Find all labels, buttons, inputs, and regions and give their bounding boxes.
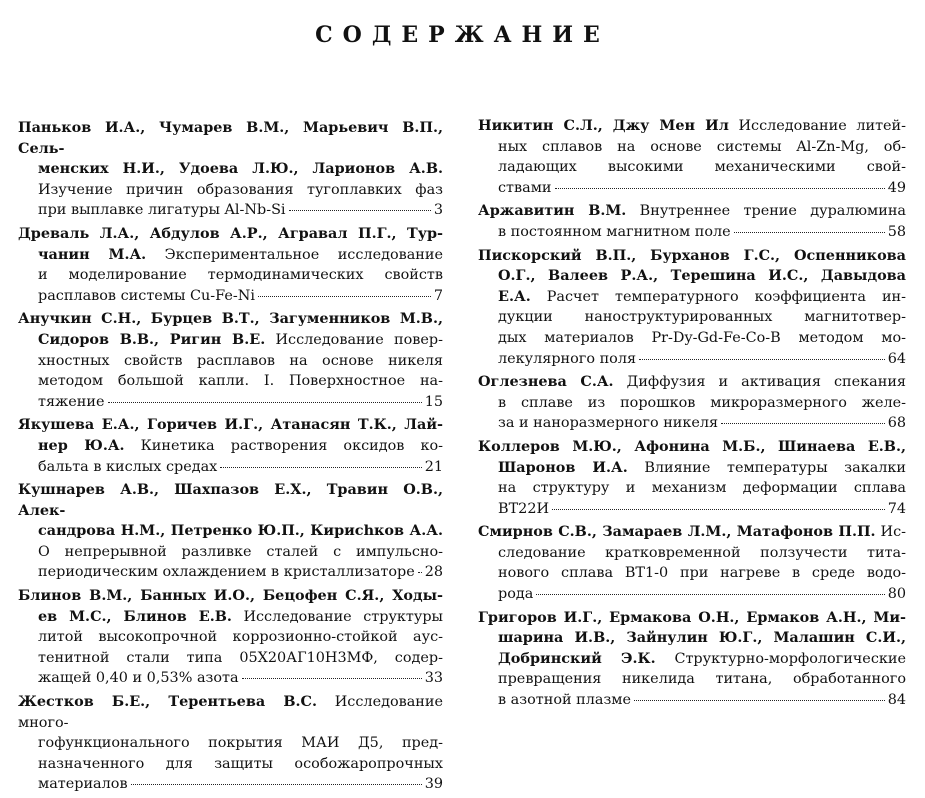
toc-line	[18, 351, 443, 372]
toc-page-number: 7	[433, 287, 443, 304]
toc-authors: ев М.С., Блинов Е.В.	[38, 607, 232, 625]
toc-line	[18, 245, 443, 266]
toc-title-text: следование кратковременной ползучести тита-	[498, 544, 906, 561]
toc-line	[18, 648, 443, 669]
toc-line	[18, 415, 443, 436]
toc-line-text	[38, 457, 217, 478]
toc-column-left	[18, 118, 443, 798]
toc-line	[18, 521, 443, 542]
toc-line-text	[498, 690, 631, 711]
toc-title-text: лекулярного поля	[498, 350, 637, 367]
toc-line	[478, 690, 906, 711]
toc-line	[478, 413, 906, 434]
toc-line	[478, 349, 906, 370]
toc-title-text: на структуру и механизм деформации сплава	[498, 480, 906, 497]
toc-title-text: Структурно-морфологические	[655, 650, 906, 667]
dot-leader	[555, 188, 885, 189]
toc-line-text	[498, 349, 636, 370]
toc-authors: нер Ю.А.	[38, 436, 125, 454]
toc-entry	[18, 118, 443, 221]
page-title: СОДЕРЖАНИЕ	[315, 22, 610, 48]
toc-line	[18, 286, 443, 307]
toc-title-text: и моделирование термодинамических свойств	[38, 267, 443, 284]
toc-title-text: О непрерывной разливке сталей с импульсно-	[38, 543, 443, 560]
toc-line-text	[38, 774, 128, 795]
toc-line	[478, 201, 906, 222]
toc-authors: сандрова Н.М., Петренко Ю.П., Кириchков А.А.	[38, 522, 443, 540]
dot-leader	[418, 572, 422, 573]
toc-line	[18, 668, 443, 689]
toc-entry	[478, 246, 906, 370]
toc-title-text: рода	[498, 586, 534, 603]
toc-authors: Никитин С.Л., Джу Мен Ил	[478, 117, 729, 134]
toc-authors: Аржавитин В.М.	[478, 202, 627, 220]
toc-authors: О.Г., Валеев Р.А., Терешина И.С., Давыдова	[498, 267, 906, 285]
toc-title-text: жащей 0,40 и 0,53% азота	[38, 670, 239, 687]
toc-line	[18, 480, 443, 521]
toc-page-number: 84	[887, 692, 906, 709]
toc-title-text: Изучение причин образования тугоплавких фаз	[38, 181, 443, 198]
toc-title-text: Исследование литей-	[728, 118, 907, 134]
toc-line-text	[498, 178, 552, 199]
toc-entry	[18, 415, 443, 477]
toc-title-text: Расчет температурного коэффициента ин-	[530, 288, 906, 305]
toc-authors: Добринский Э.К.	[498, 649, 656, 667]
toc-title-text: бальта в кислых средах	[38, 458, 218, 475]
toc-line-text	[498, 413, 718, 434]
toc-title-text: Ис-	[875, 524, 906, 541]
toc-authors: Древаль Л.А., Абдулов А.Р., Агравал П.Г., Тур-	[18, 224, 443, 242]
toc-page-number: 64	[887, 350, 906, 367]
toc-page-number: 58	[887, 223, 906, 240]
toc-page-number: 68	[887, 415, 906, 432]
toc-line	[478, 628, 906, 649]
toc-authors: Е.А.	[498, 287, 531, 305]
toc-line	[478, 328, 906, 349]
dot-leader	[220, 467, 421, 468]
toc-title-text: дукции наноструктурированных магнитотвер-	[498, 309, 906, 326]
toc-title-text: Внутреннее трение дуралюмина	[626, 203, 906, 220]
toc-title-text: тяжение	[38, 393, 105, 410]
toc-entry	[18, 692, 443, 795]
toc-page-number: 15	[424, 393, 443, 410]
toc-line	[18, 562, 443, 583]
toc-line	[478, 608, 906, 629]
dot-leader	[289, 210, 431, 211]
toc-line	[478, 522, 906, 543]
toc-authors: чанин М.А.	[38, 245, 147, 263]
toc-line	[18, 774, 443, 795]
toc-line	[478, 178, 906, 199]
toc-entry	[478, 372, 906, 434]
toc-line	[478, 543, 906, 564]
toc-authors: шарина И.В., Зайнулин Ю.Г., Малашин С.И.,	[498, 629, 906, 647]
toc-title-text: Кинетика растворения оксидов ко-	[124, 437, 443, 454]
toc-line	[478, 499, 906, 520]
dot-leader	[734, 232, 885, 233]
toc-page-number: 39	[424, 776, 443, 793]
toc-page-number: 21	[424, 458, 443, 475]
toc-entry	[478, 116, 906, 198]
toc-line-text	[498, 584, 533, 605]
toc-line-text	[38, 200, 286, 221]
dot-leader	[131, 784, 422, 785]
toc-line	[18, 733, 443, 754]
toc-line	[18, 692, 443, 733]
toc-line	[478, 157, 906, 178]
toc-title-text: ствами	[498, 179, 552, 196]
toc-title-text: Исследование структуры	[231, 608, 444, 625]
toc-title-text: Экспериментальное исследование	[146, 246, 443, 263]
toc-title-text: тенитной стали типа 05Х20АГ10Н3МФ, содер-	[38, 649, 443, 666]
toc-title-text: в азотной плазме	[498, 692, 632, 709]
toc-line	[478, 222, 906, 243]
toc-line-text	[38, 392, 105, 413]
toc-title-text: ладающих высокими механическими свой-	[498, 159, 906, 176]
toc-authors: Якушева Е.А., Горичев И.Г., Атанасян Т.К., Лай-	[18, 416, 443, 434]
toc-entry	[18, 586, 443, 689]
toc-line	[478, 563, 906, 584]
toc-line	[18, 371, 443, 392]
toc-line	[18, 180, 443, 201]
toc-title-text: ных сплавов на основе системы Al-Zn-Mg, об-	[498, 138, 906, 155]
toc-line	[18, 309, 443, 330]
toc-line	[18, 200, 443, 221]
toc-page-number: 49	[887, 179, 906, 196]
toc-line	[478, 137, 906, 158]
toc-line-text	[38, 286, 255, 307]
toc-title-text: Диффузия и активация спекания	[613, 374, 906, 391]
toc-line	[478, 478, 906, 499]
toc-line	[18, 542, 443, 563]
toc-title-text: Исследование много-	[18, 694, 443, 731]
toc-line-text	[498, 499, 549, 520]
dot-leader	[639, 359, 885, 360]
toc-line	[18, 330, 443, 351]
toc-page-number: 74	[887, 500, 906, 517]
toc-line	[478, 437, 906, 458]
toc-line	[478, 287, 906, 308]
toc-line	[18, 586, 443, 607]
toc-authors: Коллеров М.Ю., Афонина М.Б., Шинаева Е.В.,	[478, 437, 906, 455]
toc-line	[478, 246, 906, 267]
toc-line	[478, 669, 906, 690]
toc-title-text: назначенного для защиты особожаропрочных	[38, 755, 443, 772]
toc-line	[18, 392, 443, 413]
toc-title-text: за и наноразмерного никеля	[498, 415, 719, 432]
toc-line	[478, 649, 906, 670]
toc-entry	[478, 522, 906, 604]
toc-page-number: 28	[424, 564, 443, 581]
toc-authors: Кушнарев А.В., Шахпазов Е.Х., Травин О.В., Алек-	[18, 481, 443, 519]
toc-title-text: в сплаве из порошков микроразмерного желе-	[498, 394, 906, 411]
toc-line	[478, 458, 906, 479]
toc-line	[478, 307, 906, 328]
toc-page-number: 80	[887, 586, 906, 603]
toc-title-text: в постоянном магнитном поле	[498, 223, 731, 240]
dot-leader	[108, 402, 422, 403]
toc-title-text: методом большой капли. I. Поверхностное на-	[38, 373, 443, 390]
toc-title-text: при выплавке лигатуры Al-Nb-Si	[38, 202, 286, 219]
toc-title-text: литой высокопрочной коррозионно-стойкой аус-	[38, 629, 443, 646]
toc-authors: Сидоров В.В., Ригин В.Е.	[38, 330, 266, 348]
dot-leader	[552, 509, 885, 510]
toc-title-text: ВТ22И	[498, 500, 550, 517]
toc-line	[18, 754, 443, 775]
toc-authors: Анучкин С.Н., Бурцев В.Т., Загуменников М.В.,	[18, 310, 443, 328]
toc-line	[18, 224, 443, 245]
toc-authors: Пискорский В.П., Бурханов Г.С., Оспенникова	[478, 246, 906, 264]
toc-entry	[18, 480, 443, 583]
toc-line	[18, 159, 443, 180]
toc-entry	[478, 608, 906, 711]
toc-entry	[478, 437, 906, 519]
toc-line	[18, 627, 443, 648]
dot-leader	[258, 296, 431, 297]
toc-authors: менских Н.И., Удоева Л.Ю., Ларионов А.В.	[38, 160, 443, 178]
toc-entry	[478, 201, 906, 242]
toc-line	[18, 436, 443, 457]
toc-title-text: периодическим охлаждением в кристаллизаторе	[38, 564, 415, 581]
toc-authors: Шаронов И.А.	[498, 458, 628, 476]
toc-column-right	[478, 116, 906, 714]
toc-authors: Блинов В.М., Банных И.О., Бецофен С.Я., Ходы-	[18, 587, 443, 605]
toc-authors: Смирнов С.В., Замараев Л.М., Матафонов П.П.	[478, 523, 876, 541]
toc-line	[18, 457, 443, 478]
dot-leader	[242, 678, 422, 679]
toc-authors: Оглезнева С.А.	[478, 373, 614, 391]
toc-line	[478, 116, 906, 137]
toc-line	[18, 607, 443, 628]
toc-title-text: гофункционального покрытия МАИ Д5, пред-	[38, 735, 443, 752]
toc-authors: Жестков Б.Е., Терентьева В.С.	[18, 693, 317, 711]
toc-authors: Паньков И.А., Чумарев В.М., Марьевич В.П., Сель-	[18, 119, 443, 157]
toc-title-text: нового сплава ВТ1-0 при нагреве в среде водо-	[498, 565, 906, 582]
toc-line	[18, 118, 443, 159]
toc-entry	[18, 224, 443, 306]
toc-title-text: хностных свойств расплавов на основе никеля	[38, 352, 443, 369]
dot-leader	[536, 594, 884, 595]
toc-line	[478, 372, 906, 393]
toc-line	[478, 584, 906, 605]
toc-title-text: расплавов системы Cu-Fe-Ni	[38, 287, 255, 304]
toc-title-text: материалов	[38, 776, 128, 793]
toc-title-text: дых материалов Pr-Dy-Gd-Fe-Co-B методом мо-	[498, 329, 906, 346]
toc-line	[478, 393, 906, 414]
dot-leader	[634, 700, 885, 701]
toc-entry	[18, 309, 443, 412]
toc-line	[478, 266, 906, 287]
toc-line	[18, 265, 443, 286]
dot-leader	[721, 423, 885, 424]
toc-page-number: 33	[424, 670, 443, 687]
toc-line-text	[38, 562, 415, 583]
toc-authors: Григоров И.Г., Ермакова О.Н., Ермаков А.Н., Ми-	[478, 608, 906, 626]
toc-page-number: 3	[433, 202, 443, 219]
toc-title-text: Исследование повер-	[265, 331, 443, 348]
toc-title-text: превращения никелида титана, обработанного	[498, 671, 906, 688]
toc-line-text	[38, 668, 239, 689]
toc-line-text	[498, 222, 731, 243]
toc-title-text: Влияние температуры закалки	[627, 459, 906, 476]
